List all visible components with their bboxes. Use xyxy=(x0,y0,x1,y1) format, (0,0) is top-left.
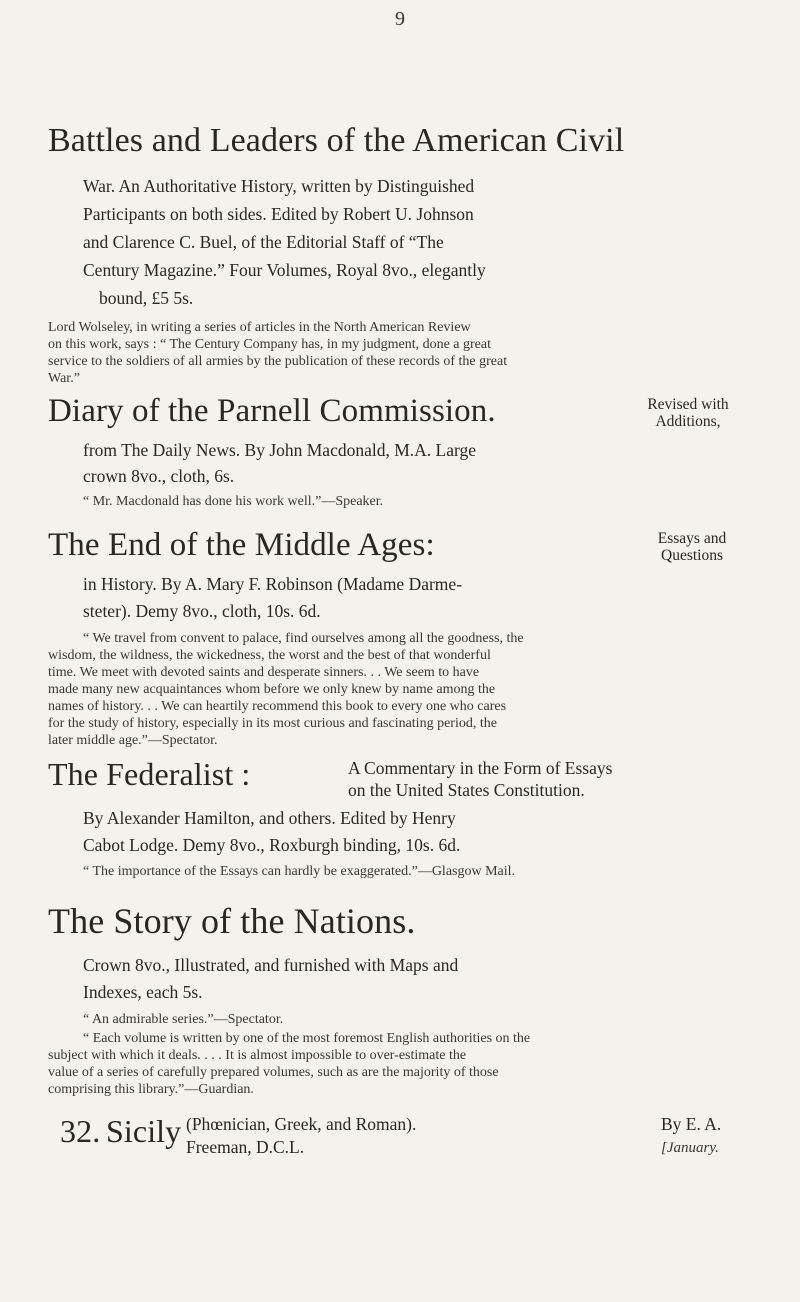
entry-line: War. An Authoritative History, written by Distinguished xyxy=(83,176,475,196)
review-quote-line: “ The importance of the Essays can hardly be exaggerated.”—Glasgow Mail. xyxy=(83,864,516,879)
entry-line: Century Magazine.” Four Volumes, Royal 8vo., elegantly xyxy=(83,260,486,280)
review-quote-line: for the study of history, especially in its most curious and fascinating period, the xyxy=(48,716,497,731)
entry-line: crown 8vo., cloth, 6s. xyxy=(83,466,235,486)
review-quote-line: service to the soldiers of all armies by the publication of these records of the great xyxy=(48,354,508,369)
entry-line: from The Daily News. By John Macdonald, M.A. Large xyxy=(83,440,477,460)
review-quote-line: “ An admirable series.”—Spectator. xyxy=(83,1012,284,1027)
review-quote-line: Lord Wolseley, in writing a series of articles in the North American Review xyxy=(48,320,471,335)
page-number: 9 xyxy=(395,8,405,30)
entry-sidenote-line: on the United States Constitution. xyxy=(348,780,585,800)
review-quote-line: wisdom, the wildness, the wickedness, the worst and the best of that wonderful xyxy=(48,648,491,663)
entry-sidenote: Essays and Questions xyxy=(657,530,727,564)
review-quote-line: later middle age.”—Spectator. xyxy=(48,733,218,748)
entry-number: 32. xyxy=(60,1113,101,1149)
entry-sidenote-line: A Commentary in the Form of Essays xyxy=(348,758,613,778)
entry-line: By Alexander Hamilton, and others. Edited by Henry xyxy=(83,808,456,828)
entry-line: Cabot Lodge. Demy 8vo., Roxburgh binding, 10s. 6d. xyxy=(83,835,461,855)
entry-line: Participants on both sides. Edited by Robert U. Johnson xyxy=(83,204,474,224)
entry-line: Freeman, D.C.L. xyxy=(186,1137,305,1157)
review-quote-line: comprising this library.”—Guardian. xyxy=(48,1082,254,1097)
review-quote-line: War.” xyxy=(48,371,80,386)
entry-line: (Phœnician, Greek, and Roman). xyxy=(186,1114,417,1134)
entry-line: in History. By A. Mary F. Robinson (Madame Darme- xyxy=(83,574,463,594)
review-quote-line: time. We meet with devoted saints and desperate sinners. . . We seem to have xyxy=(48,665,480,680)
entry-price: bound, £5 5s. xyxy=(99,288,194,308)
review-quote-line: on this work, says : “ The Century Company has, in my judgment, done a great xyxy=(48,337,492,352)
review-quote-line: subject with which it deals. . . . It is almost impossible to over-estimate the xyxy=(48,1048,467,1063)
review-quote-line: “ Mr. Macdonald has done his work well.”—Speaker. xyxy=(83,494,384,509)
entry-title: Diary of the Parnell Commission. xyxy=(48,393,496,429)
entry-line: steter). Demy 8vo., cloth, 10s. 6d. xyxy=(83,601,321,621)
review-quote-line: names of history. . . We can heartily recommend this book to every one who cares xyxy=(48,699,507,714)
review-quote-line: value of a series of carefully prepared volumes, such as are the majority of those xyxy=(48,1065,499,1080)
entry-line: and Clarence C. Buel, of the Editorial Staff of “The xyxy=(83,232,444,252)
entry-line: Indexes, each 5s. xyxy=(83,982,203,1002)
review-quote-line: made many new acquaintances whom before we only knew by name among the xyxy=(48,682,496,697)
entry-date: [January. xyxy=(661,1140,719,1156)
entry-author: By E. A. xyxy=(661,1114,722,1134)
review-quote-line: “ We travel from convent to palace, find ourselves among all the goodness, the xyxy=(83,631,524,646)
entry-sidenote: Revised with Additions, xyxy=(647,396,729,430)
entry-title: Sicily xyxy=(106,1113,182,1149)
review-quote-line: “ Each volume is written by one of the most foremost English authorities on the xyxy=(83,1031,531,1046)
entry-title: The Story of the Nations. xyxy=(48,901,416,941)
entry-title: The Federalist : xyxy=(48,756,251,792)
entry-title: Battles and Leaders of the American Civil xyxy=(48,122,625,159)
entry-line: Crown 8vo., Illustrated, and furnished with Maps and xyxy=(83,955,459,975)
entry-title: The End of the Middle Ages: xyxy=(48,527,435,563)
